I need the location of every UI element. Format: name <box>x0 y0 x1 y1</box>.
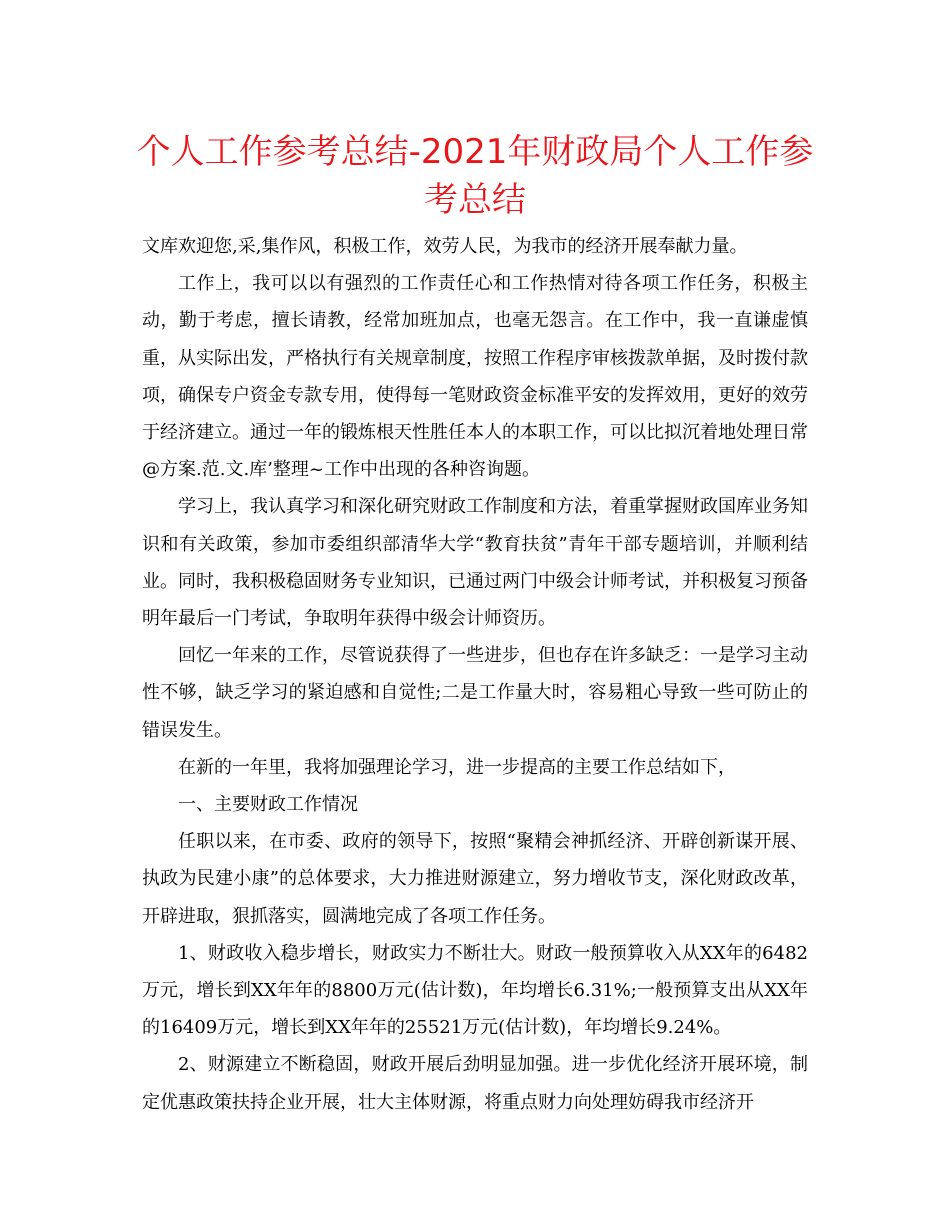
paragraph: 工作上，我可以以有强烈的工作责任心和工作热情对待各项工作任务，积极主动，勤于考虑，擅长请教，经常加班加点，也毫无怨言。在工作中，我一直谦虚慎重，从实际出发，严格执行有关规章制度，按照工作程序审核拨款单据，及时拨付款项，确保专户资金专款专用，使得每一笔财政资金标准平安的发挥效用，更好的效劳于经济建立。通过一年的锻炼根天性胜任本人的本职工作，可以比拟沉着地处理日常@方案.范.文.库’整理~工作中出现的各种咨询题。 <box>142 273 808 481</box>
paragraph: 任职以来，在市委、政府的领导下，按照“聚精会神抓经济、开辟创新谋开展、执政为民建小康”的总体要求，大力推进财源建立，努力增收节支，深化财政改革，开辟进取，狠抓落实，圆满地完成了各项工作任务。 <box>142 831 808 927</box>
section-heading: 一、主要财政工作情况 <box>178 794 358 816</box>
paragraph: 在新的一年里，我将加强理论学习，进一步提高的主要工作总结如下， <box>178 756 736 778</box>
paragraph: 2、财源建立不断稳固，财政开展后劲明显加强。进一步优化经济开展环境，制定优惠政策扶持企业开展，壮大主体财源，将重点财力向处理妨碍我市经济开 <box>142 1054 808 1113</box>
document-body <box>142 228 808 1121</box>
paragraph: 文库欢迎您,采,集作风，积极工作，效劳人民，为我市的经济开展奉献力量。 <box>142 236 748 257</box>
paragraph: 学习上，我认真学习和深化研究财政工作制度和方法，着重掌握财政国库业务知识和有关政策，参加市委组织部清华大学“教育扶贫”青年干部专题培训，并顺利结业。同时，我积极稳固财务专业知识，已通过两门中级会计师考试，并积极复习预备明年最后一门考试，争取明年获得中级会计师资历。 <box>142 496 808 630</box>
paragraph: 回忆一年来的工作，尽管说获得了一些进步，但也存在许多缺乏：一是学习主动性不够，缺乏学习的紧迫感和自觉性;二是工作量大时，容易粗心导致一些可防止的错误发生。 <box>142 645 808 741</box>
paragraph: 1、财政收入稳步增长，财政实力不断壮大。财政一般预算收入从XX年的6482万元，增长到XX年年的8800万元(估计数)，年均增长6.31%;一般预算支出从XX年的16409万元，增长到XX年年的25521万元(估计数)，年均增长9.24%。 <box>142 942 808 1039</box>
document-title: 个人工作参考总结-2021年财政局个人工作参考总结 <box>136 132 814 220</box>
